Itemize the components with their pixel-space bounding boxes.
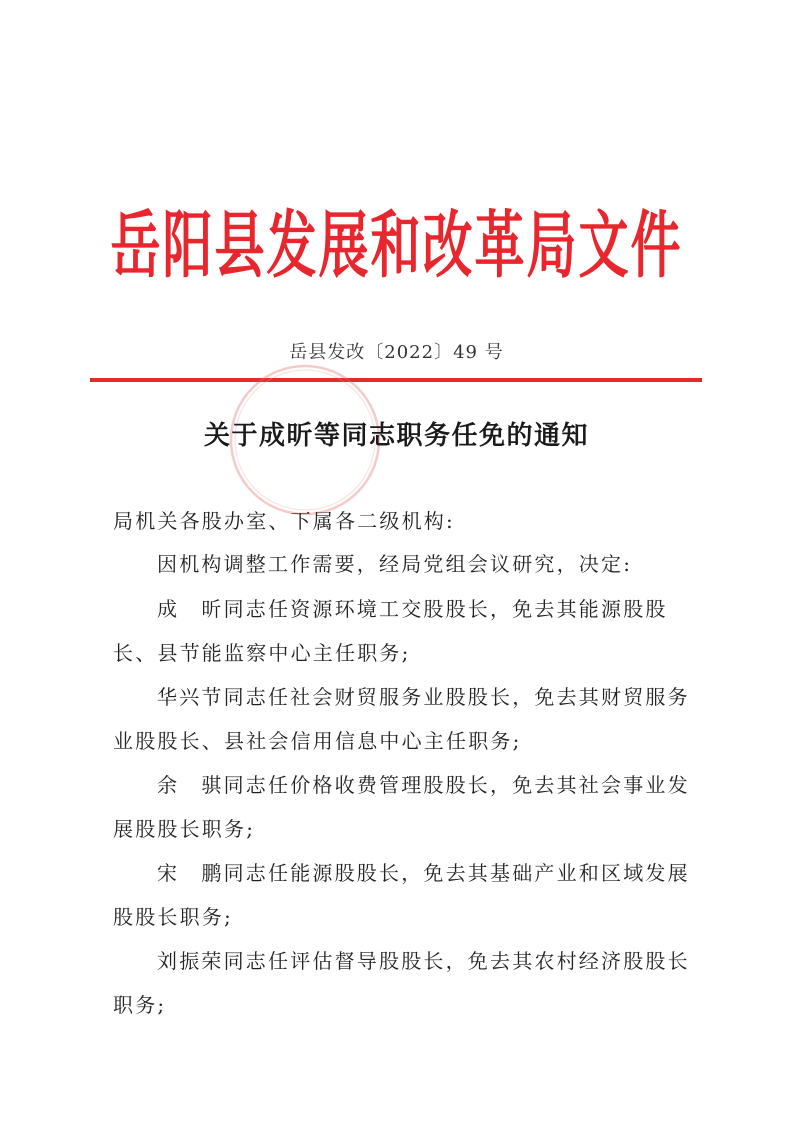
body-line: 长、县节能监察中心主任职务; (113, 641, 411, 665)
body-line: 业股股长、县社会信用信息中心主任职务; (113, 729, 522, 753)
body-line: 刘振荣同志任评估督导股股长，免去其农村经济股股长 (157, 949, 690, 973)
document-number: 岳县发改〔2022〕49 号 (289, 342, 504, 363)
red-divider (90, 378, 702, 382)
body-line: 职务; (113, 993, 167, 1017)
body-line: 成 昕同志任资源环境工交股股长，免去其能源股股 (157, 597, 668, 621)
body-line: 展股股长职务; (113, 817, 256, 841)
body-line: 因机构调整工作需要，经局党组会议研究，决定: (157, 552, 633, 576)
issuer-red-header: 岳阳县发展和改革局文件 (110, 203, 683, 289)
body-line: 华兴节同志任社会财贸服务业股股长，免去其财贸服务 (157, 685, 690, 709)
notice-title: 关于成昕等同志职务任免的通知 (203, 421, 589, 451)
addressee: 局机关各股办室、下属各二级机构: (113, 509, 455, 533)
body-line: 宋 鹏同志任能源股股长，免去其基础产业和区域发展 (157, 861, 690, 885)
body-line: 股股长职务; (113, 905, 233, 929)
body-line: 余 骐同志任价格收费管理股股长，免去其社会事业发 (157, 773, 690, 797)
